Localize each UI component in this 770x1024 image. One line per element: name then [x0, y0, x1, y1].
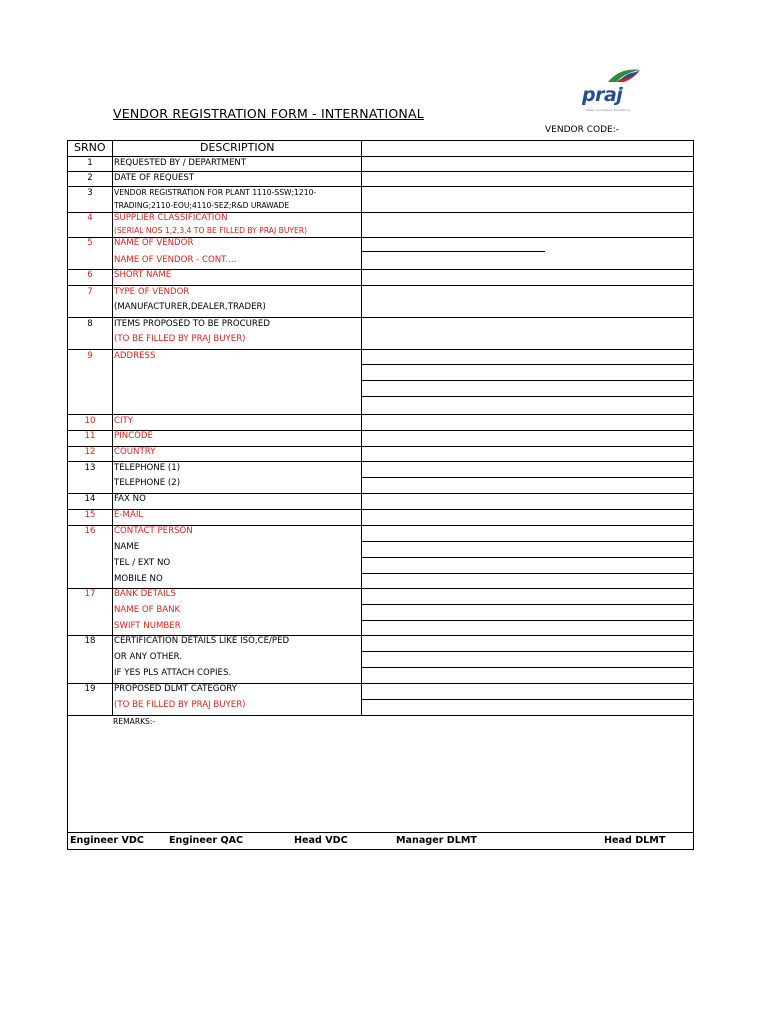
row-divider	[67, 509, 694, 510]
sign-engineer-qac: Engineer QAC	[169, 835, 244, 846]
row-divider	[67, 446, 694, 447]
value-divider	[361, 396, 694, 397]
row-description: NAME OF VENDOR	[114, 238, 194, 248]
row-divider	[67, 349, 694, 350]
value-divider	[361, 541, 694, 542]
row-srno: 14	[84, 494, 96, 504]
row-description: (TO BE FILLED BY PRAJ BUYER)	[114, 700, 246, 710]
row-description: MOBILE NO	[114, 574, 163, 584]
row-description: SWIFT NUMBER	[114, 621, 181, 631]
row-description: CERTIFICATION DETAILS LIKE ISO,CE/PED	[114, 636, 290, 646]
row-srno: 9	[87, 351, 93, 361]
row-srno: 7	[87, 287, 93, 297]
logo-tagline: Ideas, Innovation, Excellence	[586, 108, 630, 112]
row-description: COUNTRY	[114, 447, 156, 457]
logo-wordmark: praj	[582, 84, 623, 106]
vendor-name-underline	[362, 251, 545, 252]
row-description: DATE OF REQUEST	[114, 173, 195, 183]
row-srno: 16	[84, 526, 96, 536]
row-description: SUPPLIER CLASSIFICATION	[114, 213, 228, 223]
col-divider-value	[361, 140, 362, 716]
row-srno: 1	[87, 158, 93, 168]
row-description: (TO BE FILLED BY PRAJ BUYER)	[114, 334, 246, 344]
sign-head-dlmt: Head DLMT	[604, 835, 666, 846]
row-description: REQUESTED BY / DEPARTMENT	[114, 158, 247, 168]
row-description: TELEPHONE (2)	[114, 478, 181, 488]
row-description: VENDOR REGISTRATION FOR PLANT 1110-SSW;1210-	[114, 188, 317, 197]
value-divider	[361, 380, 694, 381]
row-divider	[67, 493, 694, 494]
row-srno: 18	[84, 636, 96, 646]
value-divider	[361, 620, 694, 621]
row-srno: 2	[87, 173, 93, 183]
value-divider	[361, 573, 694, 574]
col-description-header: DESCRIPTION	[200, 141, 275, 154]
value-divider	[361, 477, 694, 478]
row-srno: 13	[84, 463, 96, 473]
row-description: PROPOSED DLMT CATEGORY	[114, 684, 237, 694]
value-divider	[361, 604, 694, 605]
row-description: TEL / EXT NO	[114, 558, 171, 568]
row-description: IF YES PLS ATTACH COPIES.	[114, 668, 232, 678]
row-divider	[67, 186, 694, 187]
row-srno: 6	[87, 270, 93, 280]
row-srno: 12	[84, 447, 96, 457]
row-description: NAME OF BANK	[114, 605, 181, 615]
row-divider	[67, 317, 694, 318]
row-description: CITY	[114, 416, 134, 426]
row-srno: 17	[84, 589, 96, 599]
signature-top	[67, 832, 694, 833]
value-divider	[361, 364, 694, 365]
row-srno: 3	[87, 188, 93, 198]
row-divider	[67, 414, 694, 415]
value-divider	[361, 557, 694, 558]
row-srno: 15	[84, 510, 96, 520]
row-description: (MANUFACTURER,DEALER,TRADER)	[114, 302, 266, 312]
row-description: CONTACT PERSON	[114, 526, 193, 536]
vendor-code-label: VENDOR CODE:-	[545, 125, 619, 135]
row-description: (SERIAL NOS 1,2,3,4 TO BE FILLED BY PRAJ BUYER)	[114, 226, 308, 235]
header-bottom	[67, 156, 694, 157]
row-srno: 8	[87, 319, 93, 329]
row-description: PINCODE	[114, 431, 153, 441]
value-divider	[361, 651, 694, 652]
sign-engineer-vdc: Engineer VDC	[70, 835, 144, 846]
row-divider	[67, 430, 694, 431]
row-srno: 4	[87, 213, 93, 223]
row-srno: 11	[84, 431, 96, 441]
row-description: ADDRESS	[114, 351, 156, 361]
row-divider	[67, 461, 694, 462]
row-srno: 10	[84, 416, 96, 426]
row-description: OR ANY OTHER.	[114, 652, 183, 662]
col-divider-srno	[112, 140, 113, 716]
row-divider	[67, 285, 694, 286]
value-divider	[361, 667, 694, 668]
row-srno: 19	[84, 684, 96, 694]
form-title: VENDOR REGISTRATION FORM - INTERNATIONAL	[113, 106, 424, 121]
row-description: TRADING;2110-EOU;4110-SEZ;R&D URAWADE	[114, 201, 290, 210]
row-description: NAME OF VENDOR - CONT....	[114, 255, 237, 265]
row-description: TYPE OF VENDOR	[114, 287, 190, 297]
row-description: SHORT NAME	[114, 270, 172, 280]
col-srno-header: SRNO	[74, 141, 106, 154]
row-description: FAX NO	[114, 494, 146, 504]
row-srno: 5	[87, 238, 93, 248]
row-description: TELEPHONE (1)	[114, 463, 181, 473]
row-divider	[67, 171, 694, 172]
sign-head-vdc: Head VDC	[294, 835, 348, 846]
row-description: E-MAIL	[114, 510, 144, 520]
row-divider	[67, 715, 694, 716]
sign-manager-dlmt: Manager DLMT	[396, 835, 477, 846]
row-description: NAME	[114, 542, 140, 552]
row-description: ITEMS PROPOSED TO BE PROCURED	[114, 319, 270, 329]
value-divider	[361, 699, 694, 700]
row-description: BANK DETAILS	[114, 589, 176, 599]
remarks-label: REMARKS:-	[113, 717, 156, 726]
